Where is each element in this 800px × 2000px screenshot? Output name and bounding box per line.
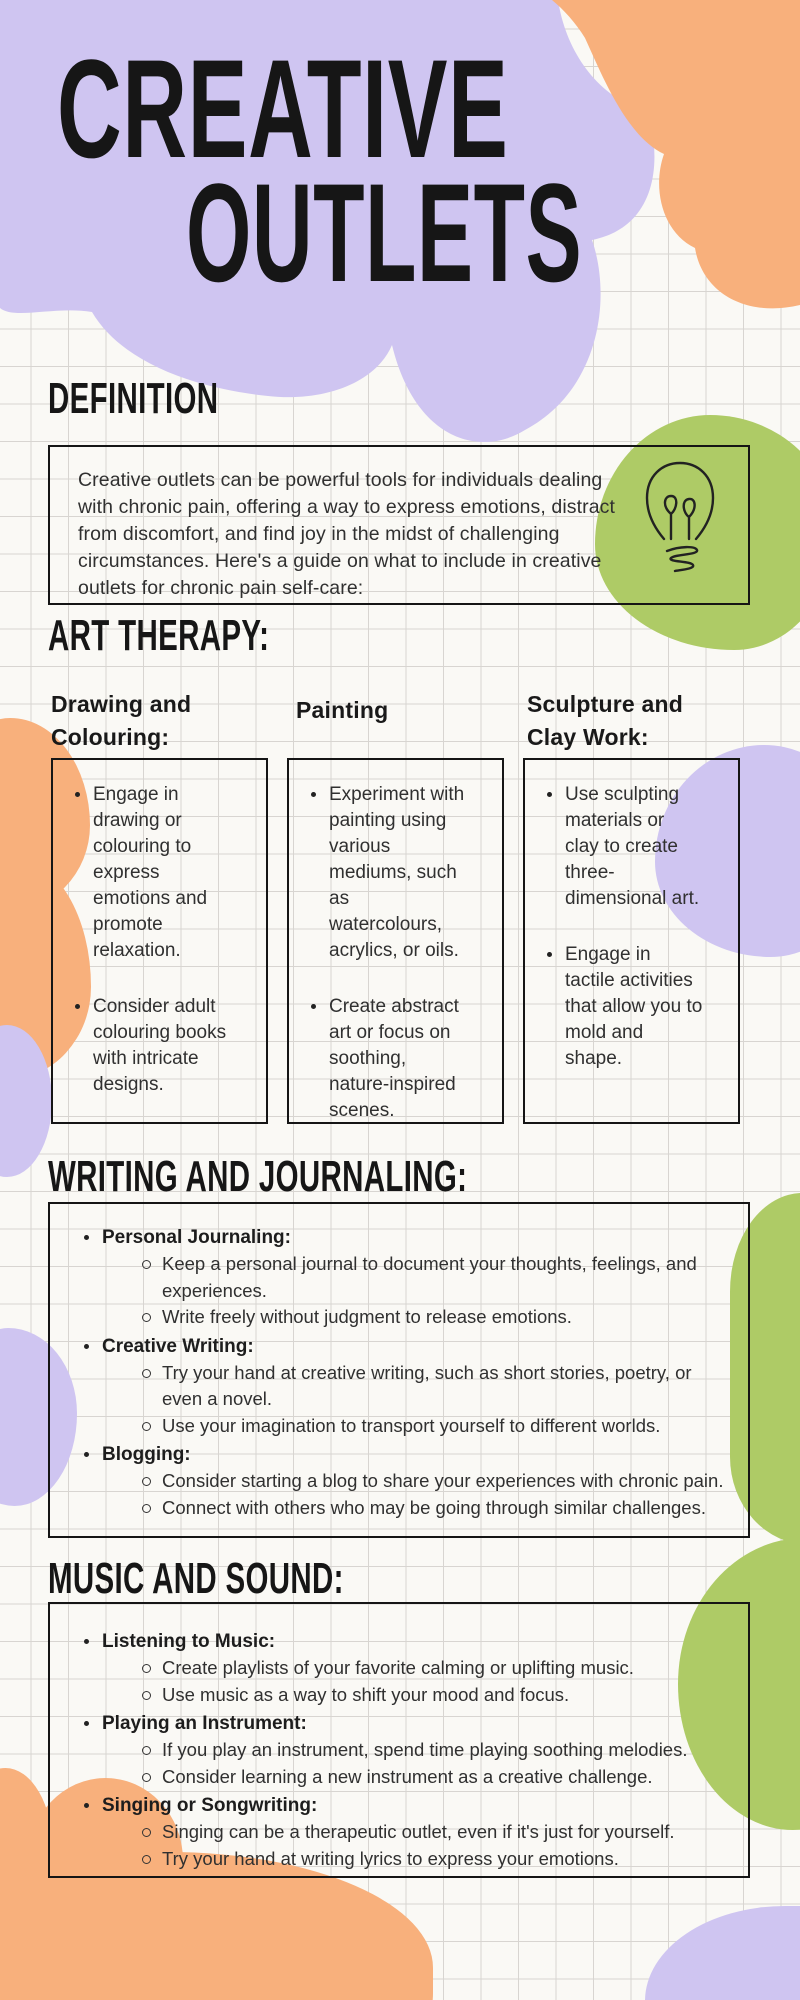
- list-item: [76, 1628, 724, 1708]
- list-item: Consider adult colouring books with intricate designs.: [69, 994, 231, 1098]
- item-label: Personal Journaling:: [102, 1227, 291, 1248]
- art-column-sculpture-box: [523, 758, 740, 1124]
- list-item: [76, 1333, 724, 1440]
- art-column-drawing-box: [51, 758, 268, 1124]
- item-label: Playing an Instrument:: [102, 1713, 307, 1734]
- poster-title-line2: OUTLETS: [186, 154, 583, 311]
- sub-item: Singing can be a therapeutic outlet, even if it's just for yourself.: [136, 1819, 724, 1846]
- sculpture-bullet-list: [525, 760, 738, 1072]
- art-therapy-heading: ART THERAPY:: [48, 611, 270, 660]
- sub-item: Consider learning a new instrument as a creative challenge.: [136, 1764, 724, 1791]
- sub-item: Connect with others who may be going through similar challenges.: [136, 1495, 724, 1522]
- sub-item: Use your imagination to transport yourself to different worlds.: [136, 1413, 724, 1440]
- sub-item: Create playlists of your favorite calming or uplifting music.: [136, 1655, 724, 1682]
- column-title-sculpture: Sculpture and Clay Work:: [527, 691, 683, 750]
- list-item: Experiment with painting using various mediums, such as watercolours, acrylics, or oils.: [305, 782, 467, 964]
- column-title-painting: Painting: [296, 697, 389, 723]
- column-title-drawing: Drawing and Colouring:: [51, 691, 192, 750]
- definition-box: [48, 445, 750, 605]
- lightbulb-doodle-icon: [634, 459, 726, 585]
- list-item: [76, 1710, 724, 1790]
- sub-list: [102, 1737, 724, 1790]
- music-heading: MUSIC AND SOUND:: [48, 1554, 344, 1603]
- item-label: Singing or Songwriting:: [102, 1795, 318, 1816]
- sub-list: [102, 1819, 724, 1872]
- lavender-bottom-right-blob: [645, 1906, 800, 2000]
- definition-heading: DEFINITION: [48, 374, 219, 423]
- list-item: Use sculpting materials or clay to create three-dimensional art.: [541, 782, 703, 912]
- sub-list: [102, 1360, 724, 1440]
- sub-item: Try your hand at writing lyrics to express your emotions.: [136, 1846, 724, 1873]
- sub-list: [102, 1251, 724, 1331]
- sub-item: Keep a personal journal to document your thoughts, feelings, and experiences.: [136, 1251, 724, 1304]
- sub-list: [102, 1655, 724, 1708]
- music-outline-list: [50, 1604, 748, 1872]
- writing-outline-list: [50, 1204, 748, 1521]
- sub-item: Use music as a way to shift your mood and focus.: [136, 1682, 724, 1709]
- sub-item: Write freely without judgment to release emotions.: [136, 1304, 724, 1331]
- list-item: Engage in tactile activities that allow you to mold and shape.: [541, 942, 703, 1072]
- writing-heading: WRITING AND JOURNALING:: [48, 1152, 468, 1201]
- list-item: Engage in drawing or colouring to express emotions and promote relaxation.: [69, 782, 231, 964]
- item-label: Blogging:: [102, 1444, 191, 1465]
- definition-text: Creative outlets can be powerful tools for individuals dealing with chronic pain, offering a way to express emotions, distract from discomfort, and find joy in the midst of challenging circumstances. Here's a guide on what to include in creative outlets for chronic pain self-care:: [78, 469, 616, 599]
- sub-item: If you play an instrument, spend time playing soothing melodies.: [136, 1737, 724, 1764]
- drawing-bullet-list: [53, 760, 266, 1098]
- list-item: Create abstract art or focus on soothing, nature-inspired scenes.: [305, 994, 467, 1124]
- list-item: [76, 1441, 724, 1521]
- art-column-painting-box: [287, 758, 504, 1124]
- sub-item: Try your hand at creative writing, such as short stories, poetry, or even a novel.: [136, 1360, 724, 1413]
- item-label: Creative Writing:: [102, 1335, 254, 1357]
- sub-list: [102, 1468, 724, 1521]
- list-item: [76, 1224, 724, 1331]
- sub-item: Consider starting a blog to share your experiences with chronic pain.: [136, 1468, 724, 1495]
- list-item: [76, 1792, 724, 1872]
- writing-box: [48, 1202, 750, 1538]
- poster-title-line1: CREATIVE: [57, 30, 509, 187]
- music-box: [48, 1602, 750, 1878]
- painting-bullet-list: [289, 760, 502, 1124]
- item-label: Listening to Music:: [102, 1631, 276, 1652]
